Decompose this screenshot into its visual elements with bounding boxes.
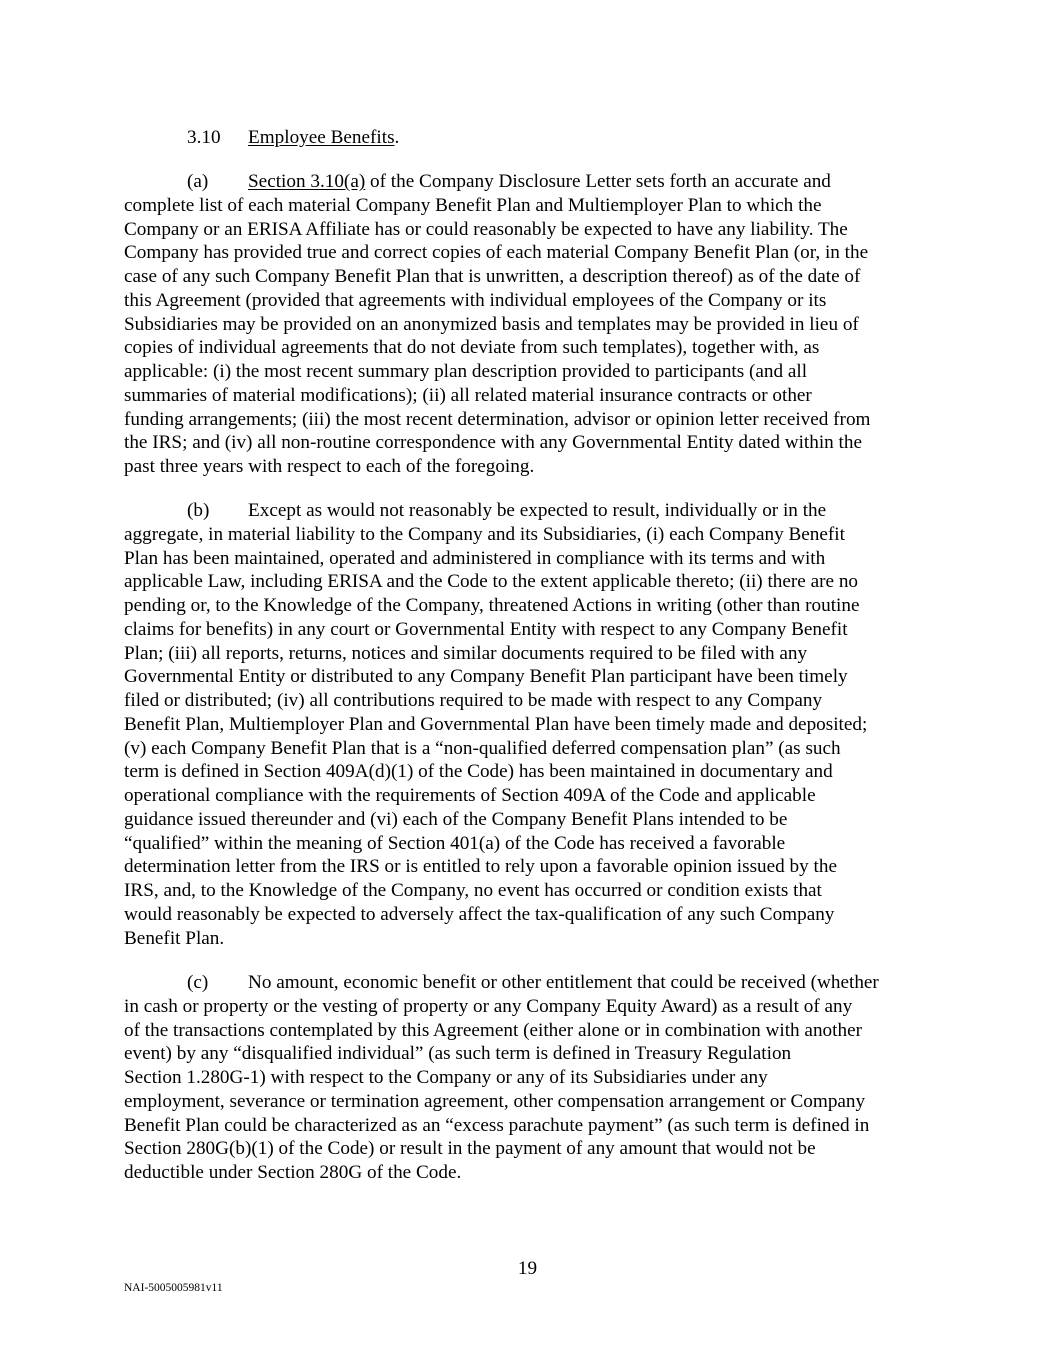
section-number: 3.10 (187, 127, 221, 148)
paragraph-line: Company has provided true and correct copies of each material Company Benefit Plan (or, in the (124, 242, 869, 264)
paragraph-line: IRS, and, to the Knowledge of the Company, no event has occurred or condition exists that (124, 880, 822, 901)
paragraph-line: funding arrangements; (iii) the most recent determination, advisor or opinion letter received from (124, 408, 871, 430)
section-heading (187, 126, 399, 150)
paragraph-line: term is defined in Section 409A(d)(1) of the Code) has been maintained in documentary and (124, 761, 833, 783)
paragraph-line: (b) Except as would not reasonably be expected to result, individually or in the (187, 500, 827, 521)
paragraph-line: complete list of each material Company Benefit Plan and Multiemployer Plan to which the (124, 194, 822, 216)
paragraph-line: Company or an ERISA Affiliate has or could reasonably be expected to have any liability. The (124, 218, 848, 240)
paragraph-label: (a) (187, 171, 209, 192)
paragraph-line: Plan has been maintained, operated and administered in compliance with its terms and with (124, 547, 826, 569)
paragraph-line: guidance issued thereunder and (vi) each of the Company Benefit Plans intended to be (124, 808, 788, 830)
paragraph-line: Governmental Entity or distributed to any Company Benefit Plan participant have been timely (124, 666, 848, 688)
paragraph-line: Benefit Plan could be characterized as an “excess parachute payment” (as such term is defined in (124, 1114, 870, 1136)
document-id: NAI-5005005981v11 (124, 1282, 223, 1294)
paragraph-line: copies of individual agreements that do not deviate from such templates), together with, as (124, 337, 820, 359)
paragraph-line: event) by any “disqualified individual” (as such term is defined in Treasury Regulation (124, 1043, 792, 1065)
paragraph-line: “qualified” within the meaning of Section 401(a) of the Code has received a favorable (124, 832, 786, 854)
paragraph-label: (c) (187, 972, 209, 993)
paragraph-line: summaries of material modifications); (ii) all related material insurance contracts or other (124, 384, 812, 406)
section-title-suffix: . (394, 127, 400, 148)
paragraph-line: Section 280G(b)(1) of the Code) or result in the payment of any amount that would not be (124, 1138, 816, 1160)
paragraph-line: (c) No amount, economic benefit or other entitlement that could be received (whether (187, 972, 879, 993)
paragraph-line: Plan; (iii) all reports, returns, notices and similar documents required to be filed with any (124, 642, 808, 664)
paragraph-line: claims for benefits) in any court or Governmental Entity with respect to any Company Benefit (124, 618, 848, 640)
paragraph-line: Benefit Plan. (124, 927, 225, 949)
paragraph-c (124, 971, 944, 1185)
paragraph-b (124, 499, 944, 950)
section-reference: Section 3.10(a) (248, 171, 366, 192)
paragraph-label: (b) (187, 500, 210, 521)
paragraph-line: filed or distributed; (iv) all contributions required to be made with respect to any Company (124, 690, 823, 711)
paragraph-line: pending or, to the Knowledge of the Company, threatened Actions in writing (other than routine (124, 595, 860, 616)
paragraph-line: operational compliance with the requirements of Section 409A of the Code and applicable (124, 785, 816, 806)
paragraph-line: aggregate, in material liability to the Company and its Subsidiaries, (i) each Company Benefit (124, 523, 845, 545)
page-number: 19 (517, 1258, 538, 1279)
paragraph-line: of the transactions contemplated by this Agreement (either alone or in combination with another (124, 1019, 862, 1041)
paragraph-line: Section 1.280G-1) with respect to the Company or any of its Subsidiaries under any (124, 1067, 768, 1088)
paragraph-a (124, 170, 944, 479)
paragraph-line: (v) each Company Benefit Plan that is a “non-qualified deferred compensation plan” (as such (124, 737, 841, 759)
paragraph-line: case of any such Company Benefit Plan that is unwritten, a description thereof) as of the date of (124, 266, 861, 287)
paragraph-line: Subsidiaries may be provided on an anonymized basis and templates may be provided in lieu of (124, 313, 859, 335)
paragraph-line: would reasonably be expected to adversely affect the tax-qualification of any such Company (124, 903, 835, 925)
paragraph-line: this Agreement (provided that agreements with individual employees of the Company or its (124, 289, 827, 311)
paragraph-line: (a) Section 3.10(a) of the Company Disclosure Letter sets forth an accurate and (187, 171, 831, 192)
section-title: Employee Benefits (248, 127, 395, 148)
paragraph-line: past three years with respect to each of the foregoing. (124, 456, 535, 477)
paragraph-line: applicable Law, including ERISA and the Code to the extent applicable thereto; (ii) there are no (124, 571, 859, 593)
paragraph-line: determination letter from the IRS or is entitled to rely upon a favorable opinion issued by the (124, 856, 837, 878)
paragraph-line: deductible under Section 280G of the Code. (124, 1162, 462, 1183)
paragraph-line: Benefit Plan, Multiemployer Plan and Governmental Plan have been timely made and deposited; (124, 713, 868, 735)
paragraph-line: applicable: (i) the most recent summary plan description provided to participants (and all (124, 361, 808, 382)
paragraph-line: in cash or property or the vesting of property or any Company Equity Award) as a result of any (124, 995, 853, 1017)
paragraph-line: employment, severance or termination agreement, other compensation arrangement or Company (124, 1090, 866, 1112)
paragraph-line: the IRS; and (iv) all non-routine correspondence with any Governmental Entity dated within the (124, 432, 862, 454)
